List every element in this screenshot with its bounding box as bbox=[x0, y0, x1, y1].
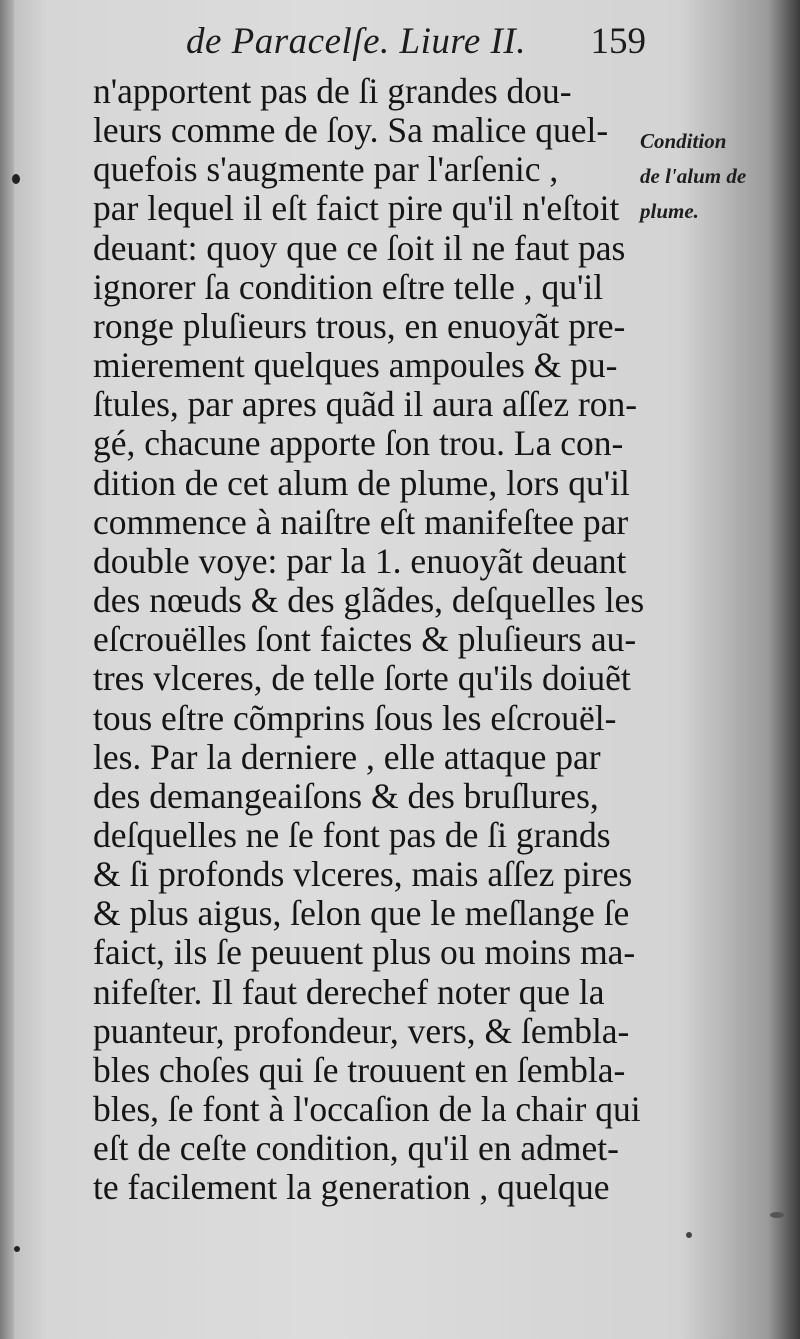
text-line: des demangeaiſons & des bruſlures, bbox=[93, 775, 599, 816]
text-line: gé, chacune apporte ſon trou. La con- bbox=[93, 423, 624, 464]
text-line: bles, ſe font à l'occaſion de la chair qui bbox=[93, 1089, 641, 1130]
text-line: eſt de ceſte condition, qu'il en admet- bbox=[93, 1128, 619, 1169]
main-text-block bbox=[93, 72, 653, 1208]
page-gutter bbox=[0, 0, 14, 1339]
text-line: eſcrouëlles ſont faictes & pluſieurs au- bbox=[93, 619, 637, 660]
page-header bbox=[186, 20, 646, 70]
text-line: double voye: par la 1. enuoyãt deuant bbox=[93, 540, 627, 581]
text-line: deuant: quoy que ce ſoit il ne faut pas bbox=[93, 227, 626, 268]
running-head: de Paracelſe. Liure II. bbox=[186, 21, 526, 62]
ink-speck bbox=[14, 1246, 20, 1252]
margin-note-line: Condition bbox=[640, 129, 727, 153]
page-number: 159 bbox=[590, 21, 646, 62]
text-line: puanteur, profondeur, vers, & ſembla- bbox=[93, 1010, 630, 1051]
text-line: ignorer ſa condition eſtre telle , qu'il bbox=[93, 266, 604, 307]
text-line: deſquelles ne ſe font pas de ſi grands bbox=[93, 814, 611, 855]
text-line: commence à naiſtre eſt manifeſtee par bbox=[93, 501, 629, 542]
ink-speck bbox=[770, 1212, 784, 1218]
text-line: nifeſter. Il faut derechef noter que la bbox=[93, 971, 605, 1012]
text-line: ſtules, par apres quãd il aura aſſez ron- bbox=[93, 384, 638, 425]
text-line: mierement quelques ampoules & pu- bbox=[93, 345, 618, 386]
text-line: & plus aigus, ſelon que le meſlange ſe bbox=[93, 893, 630, 934]
text-line: faict, ils ſe peuuent plus ou moins ma- bbox=[93, 932, 636, 973]
text-line: les. Par la derniere , elle attaque par bbox=[93, 736, 601, 777]
ink-speck bbox=[686, 1232, 692, 1238]
text-line: tres vlceres, de telle ſorte qu'ils doiuẽt bbox=[93, 658, 631, 699]
ink-speck bbox=[12, 174, 20, 184]
text-line: leurs comme de ſoy. Sa malice quel- bbox=[93, 110, 609, 151]
text-line: te facilement la generation , quelque bbox=[93, 1167, 610, 1208]
margin-note bbox=[640, 124, 790, 229]
text-line: dition de cet alum de plume, lors qu'il bbox=[93, 462, 630, 503]
text-line: des nœuds & des glãdes, deſquelles les bbox=[93, 580, 645, 621]
text-line: n'apportent pas de ſi grandes dou- bbox=[93, 71, 572, 111]
margin-note-line: de l'alum de bbox=[640, 164, 747, 188]
margin-note-line: plume. bbox=[640, 199, 699, 223]
text-line: tous eſtre cõmprins ſous les eſcrouël- bbox=[93, 697, 617, 738]
text-line: par lequel il eſt faict pire qu'il n'eſtoit bbox=[93, 188, 620, 229]
text-line: bles choſes qui ſe trouuent en ſembla- bbox=[93, 1049, 626, 1090]
text-line: ronge pluſieurs trous, en enuoyãt pre- bbox=[93, 305, 626, 346]
text-line: & ſi profonds vlceres, mais aſſez pires bbox=[93, 854, 633, 895]
text-line: quefois s'augmente par l'arſenic , bbox=[93, 149, 559, 190]
